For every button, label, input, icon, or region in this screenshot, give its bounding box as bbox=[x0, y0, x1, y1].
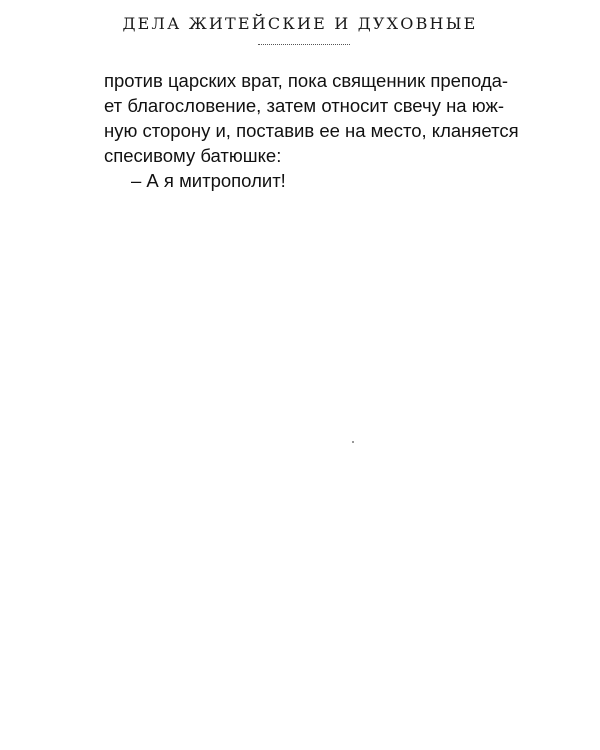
running-head: ДЕЛА ЖИТЕЙСКИЕ И ДУХОВНЫЕ bbox=[122, 14, 478, 33]
body-line: ную сторону и, поставив ее на место, кланяется bbox=[104, 120, 519, 141]
body-line: против царских врат, пока священник препода- bbox=[104, 70, 509, 91]
print-speck bbox=[352, 441, 354, 443]
body-line: ет благословение, затем относит свечу на юж- bbox=[104, 95, 504, 116]
dialogue-line: – А я митрополит! bbox=[131, 170, 286, 191]
header-dotted-rule bbox=[258, 44, 350, 45]
body-line: спесивому батюшке: bbox=[104, 145, 282, 166]
body-text bbox=[104, 68, 519, 193]
